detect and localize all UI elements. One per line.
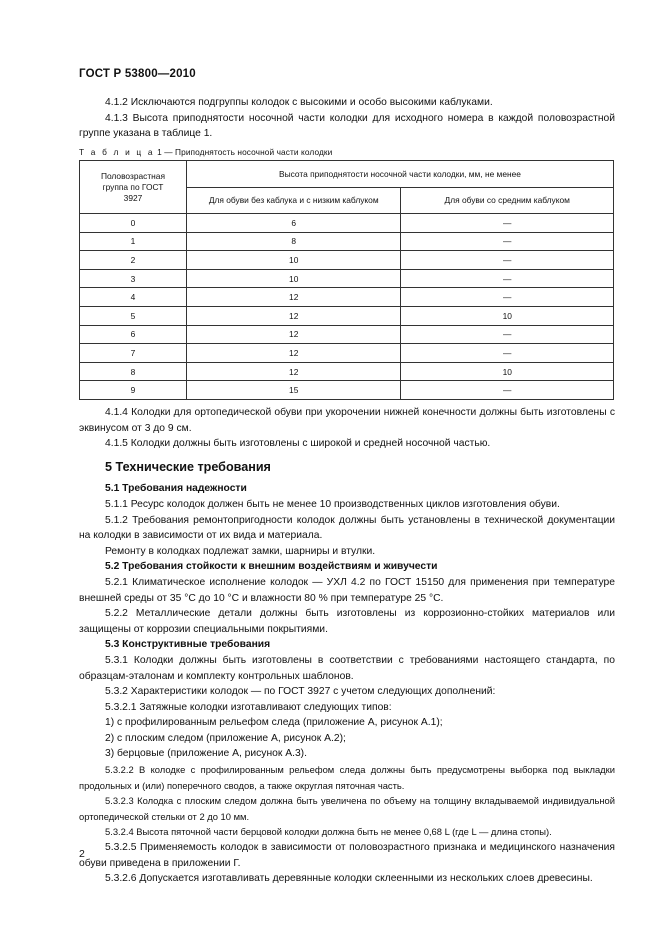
paragraph-4-1-4: 4.1.4 Колодки для ортопедической обуви при укорочении нижней конечности должны быть изготовлены с эквинусом от 3 до 9 см. xyxy=(79,407,615,434)
paragraph-5-3-2-2: 5.3.2.2 В колодке с профилированным рельефом следа должны быть предусмотрены выборка под выкладки продольных и (или) поперечного сводов, а также округлая пяточная часть. xyxy=(79,764,615,791)
table-caption-title: 1 — Приподнятость носочной части колодки xyxy=(157,147,333,157)
header-toe-height: Высота приподнятости носочной части колодки, мм, не менее xyxy=(186,161,613,188)
cell-group: 2 xyxy=(80,251,187,270)
table-row xyxy=(80,288,614,307)
cell-mid: 10 xyxy=(401,362,614,381)
cell-mid: — xyxy=(401,344,614,363)
cell-group: 8 xyxy=(80,362,187,381)
table-caption xyxy=(79,147,332,157)
table-row xyxy=(80,251,614,270)
cell-mid: — xyxy=(401,251,614,270)
table-row xyxy=(80,269,614,288)
cell-low: 6 xyxy=(186,214,401,233)
cell-group: 7 xyxy=(80,344,187,363)
header-mid-heel: Для обуви со средним каблуком xyxy=(401,188,614,214)
paragraph-5-3-2-6: 5.3.2.6 Допускается изготавливать деревянные колодки склеенными из нескольких слоев древесины. xyxy=(105,873,593,885)
paragraph-5-1-1: 5.1.1 Ресурс колодок должен быть не менее 10 производственных циклов изготовления обуви. xyxy=(105,498,560,510)
paragraph-4-1-5: 4.1.5 Колодки должны быть изготовлены с широкой и средней носочной частью. xyxy=(105,438,491,450)
cell-low: 8 xyxy=(186,232,401,251)
cell-low: 12 xyxy=(186,362,401,381)
paragraph-4-1-3: 4.1.3 Высота приподнятости носочной части колодки для исходного номера в каждой половозрастной группе указана в таблице 1. xyxy=(79,112,615,140)
page-number: 2 xyxy=(79,848,85,860)
table-caption-prefix: Т а б л и ц а xyxy=(79,147,155,157)
table-row xyxy=(80,214,614,233)
cell-low: 12 xyxy=(186,288,401,307)
cell-group: 9 xyxy=(80,381,187,400)
table-row xyxy=(80,325,614,344)
paragraph-5-3-2-4: 5.3.2.4 Высота пяточной части берцовой колодки должна быть не менее 0,68 L (где L — длина стопы). xyxy=(105,826,552,838)
table-row xyxy=(80,381,614,400)
cell-mid: — xyxy=(401,325,614,344)
paragraph-5-1-2-note: Ремонту в колодках подлежат замки, шарниры и втулки. xyxy=(105,545,376,557)
paragraph-5-3-2-5: 5.3.2.5 Применяемость колодок в зависимости от половозрастного признака и медицинского назначения обуви приведена в приложении Г. xyxy=(79,842,615,869)
paragraph-5-3-2-3: 5.3.2.3 Колодка с плоским следом должна быть увеличена по объему на толщину вкладываемой индивидуальной ортопедической стельки от 2 до 10 мм. xyxy=(79,795,615,822)
table-row xyxy=(80,232,614,251)
list-item-1: 1) с профилированным рельефом следа (приложение А, рисунок А.1); xyxy=(105,717,443,729)
cell-mid: — xyxy=(401,288,614,307)
subsection-5-3-title: 5.3 Конструктивные требования xyxy=(105,639,271,651)
list-item-3: 3) берцовые (приложение А, рисунок А.3). xyxy=(105,748,307,760)
cell-group: 4 xyxy=(80,288,187,307)
header-age-group: Половозрастная группа по ГОСТ 3927 xyxy=(80,161,187,214)
paragraph-5-3-2-1: 5.3.2.1 Затяжные колодки изготавливают следующих типов: xyxy=(105,701,392,713)
cell-low: 15 xyxy=(186,381,401,400)
paragraph-5-3-1: 5.3.1 Колодки должны быть изготовлены в соответствии с требованиями настоящего стандарта, по образцам-эталонам и комплекту контрольных шаблонов. xyxy=(79,654,615,682)
table-row xyxy=(80,362,614,381)
cell-low: 12 xyxy=(186,306,401,325)
paragraph-4-1-2: 4.1.2 Исключаются подгруппы колодок с высокими и особо высокими каблуками. xyxy=(105,97,493,108)
cell-mid: — xyxy=(401,381,614,400)
cell-group: 1 xyxy=(80,232,187,251)
cell-group: 6 xyxy=(80,325,187,344)
paragraph-5-2-2: 5.2.2 Металлические детали должны быть изготовлены из коррозионно-стойких материалов или защищены от коррозии специальными покрытиями. xyxy=(79,608,615,635)
cell-group: 3 xyxy=(80,269,187,288)
cell-mid: — xyxy=(401,269,614,288)
cell-low: 10 xyxy=(186,269,401,288)
subsection-5-1-title: 5.1 Требования надежности xyxy=(105,483,247,495)
paragraph-5-2-1: 5.2.1 Климатическое исполнение колодок — УХЛ 4.2 по ГОСТ 15150 для применения при температуре внешней среды от 35 °С до 10 °С и влажности 80 % при температуре 25 °С. xyxy=(79,576,615,604)
body-block xyxy=(79,405,615,887)
list-item-2: 2) с плоским следом (приложение А, рисунок А.2); xyxy=(105,732,346,744)
cell-low: 12 xyxy=(186,344,401,363)
table-row xyxy=(80,306,614,325)
cell-mid: — xyxy=(401,232,614,251)
document-header: ГОСТ Р 53800—2010 xyxy=(79,68,196,80)
cell-group: 5 xyxy=(80,306,187,325)
cell-mid: 10 xyxy=(401,306,614,325)
cell-low: 12 xyxy=(186,325,401,344)
paragraph-5-3-2: 5.3.2 Характеристики колодок — по ГОСТ 3927 с учетом следующих дополнений: xyxy=(105,686,496,698)
table-row xyxy=(80,344,614,363)
subsection-5-2-title: 5.2 Требования стойкости к внешним воздействиям и живучести xyxy=(105,561,438,573)
table-1 xyxy=(79,160,614,400)
cell-mid: — xyxy=(401,214,614,233)
section-5-title: 5 Технические требования xyxy=(105,459,271,474)
cell-low: 10 xyxy=(186,251,401,270)
intro-block xyxy=(79,95,615,142)
header-low-heel: Для обуви без каблука и с низким каблуком xyxy=(186,188,401,214)
paragraph-5-1-2: 5.1.2 Требования ремонтопригодности колодок должны быть установлены в технической документации на колодки в зависимости от их вида и материала. xyxy=(79,514,615,542)
cell-group: 0 xyxy=(80,214,187,233)
